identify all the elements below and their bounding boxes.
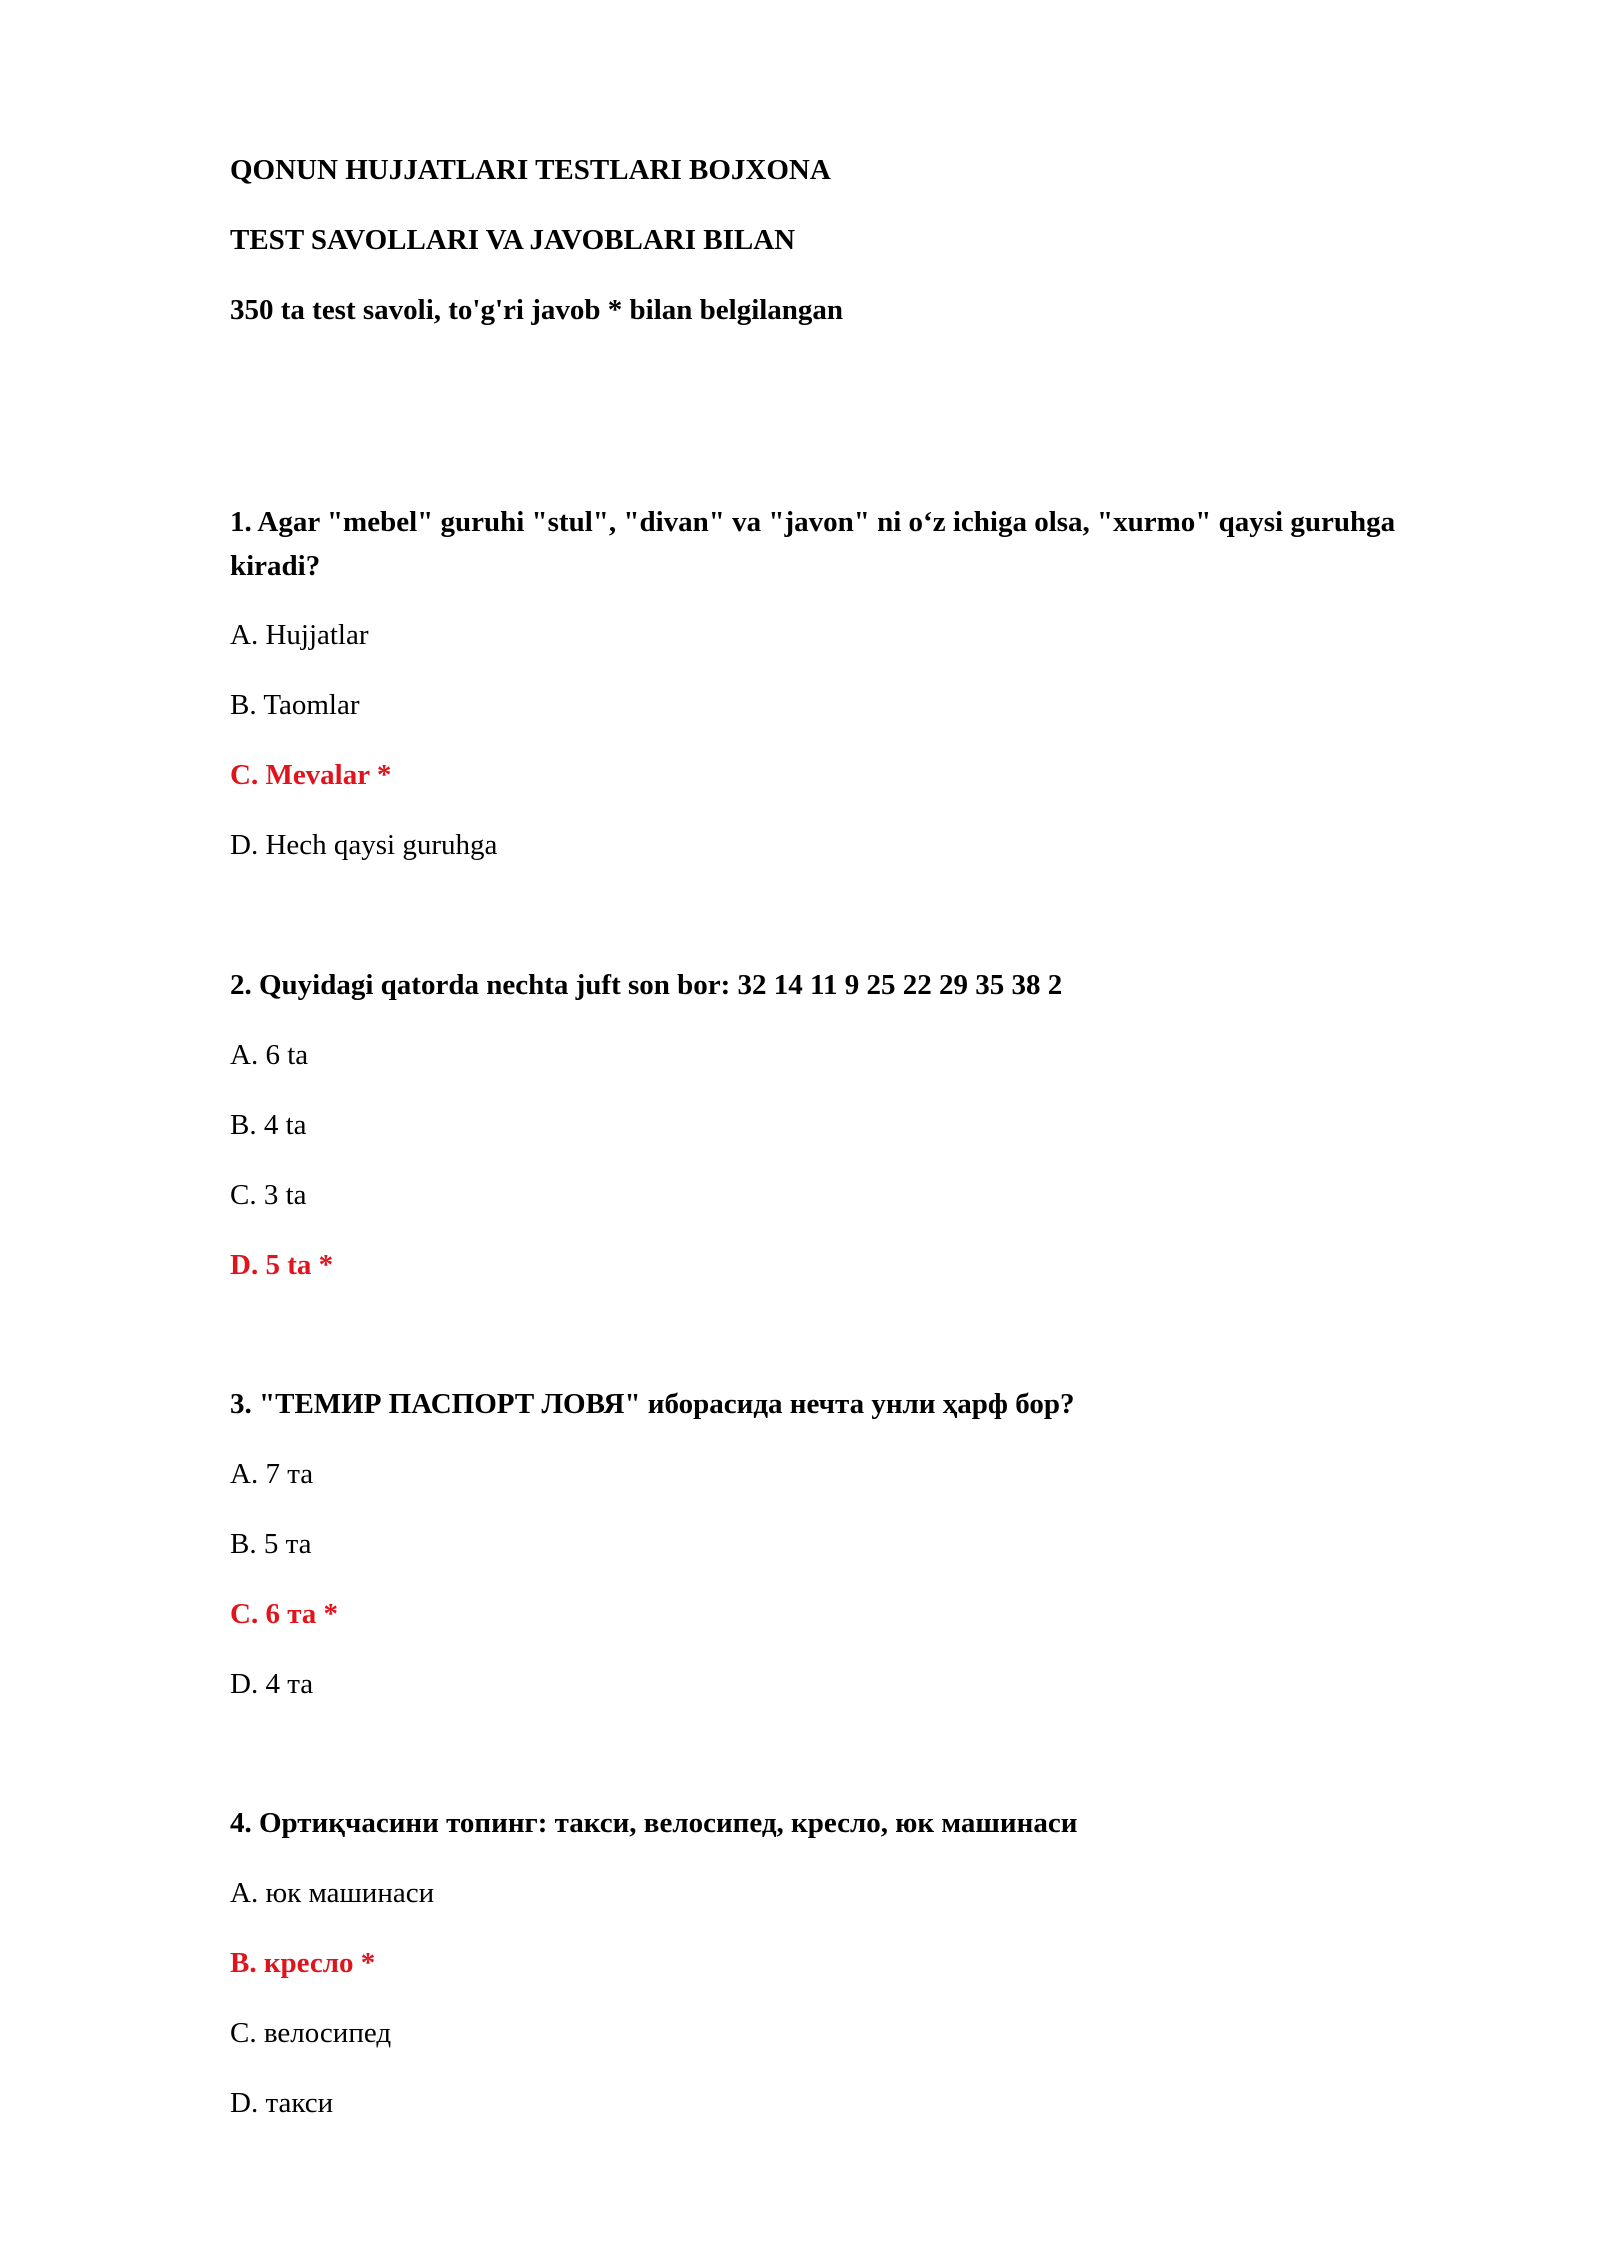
question-2-option-a: A. 6 ta bbox=[230, 1039, 309, 1071]
question-2-option-c: C. 3 ta bbox=[230, 1179, 307, 1211]
question-4-option-b-correct: B. кресло * bbox=[230, 1947, 376, 1979]
document-title-line-1: QONUN HUJJATLARI TESTLARI BOJXONA bbox=[230, 154, 831, 186]
question-1-text: 1. Agar "mebel" guruhi "stul", "divan" va "javon" ni o‘z ichiga olsa, "xurmo" qaysi guruhga kiradi? bbox=[230, 506, 1396, 582]
question-3-option-b: B. 5 та bbox=[230, 1528, 312, 1560]
question-1-option-d: D. Hech qaysi guruhga bbox=[230, 829, 498, 861]
question-2-option-d-correct: D. 5 ta * bbox=[230, 1249, 334, 1281]
question-4-option-a: A. юк машинаси bbox=[230, 1877, 435, 1909]
question-1-option-b: B. Taomlar bbox=[230, 689, 360, 721]
question-3-option-c-correct: C. 6 та * bbox=[230, 1598, 339, 1630]
question-3-option-a: A. 7 та bbox=[230, 1458, 314, 1490]
question-1-option-a: A. Hujjatlar bbox=[230, 619, 369, 651]
document-subtitle: 350 ta test savoli, to'g'ri javob * bilan belgilangan bbox=[230, 294, 844, 326]
question-1-option-c-correct: C. Mevalar * bbox=[230, 759, 392, 791]
question-2-option-b: B. 4 ta bbox=[230, 1109, 307, 1141]
question-3-option-d: D. 4 та bbox=[230, 1668, 314, 1700]
document-title-line-2: TEST SAVOLLARI VA JAVOBLARI BILAN bbox=[230, 224, 796, 256]
question-4-option-d: D. такси bbox=[230, 2087, 334, 2119]
question-4-option-c: C. велосипед bbox=[230, 2017, 392, 2049]
question-4-text: 4. Ортиқчасини топинг: такси, велосипед, кресло, юк машинаси bbox=[230, 1807, 1078, 1839]
question-2-text: 2. Quyidagi qatorda nechta juft son bor: 32 14 11 9 25 22 29 35 38 2 bbox=[230, 969, 1063, 1001]
question-3-text: 3. "ТЕМИР ПАСПОРТ ЛОВЯ" иборасида нечта унли ҳарф бор? bbox=[230, 1388, 1075, 1420]
